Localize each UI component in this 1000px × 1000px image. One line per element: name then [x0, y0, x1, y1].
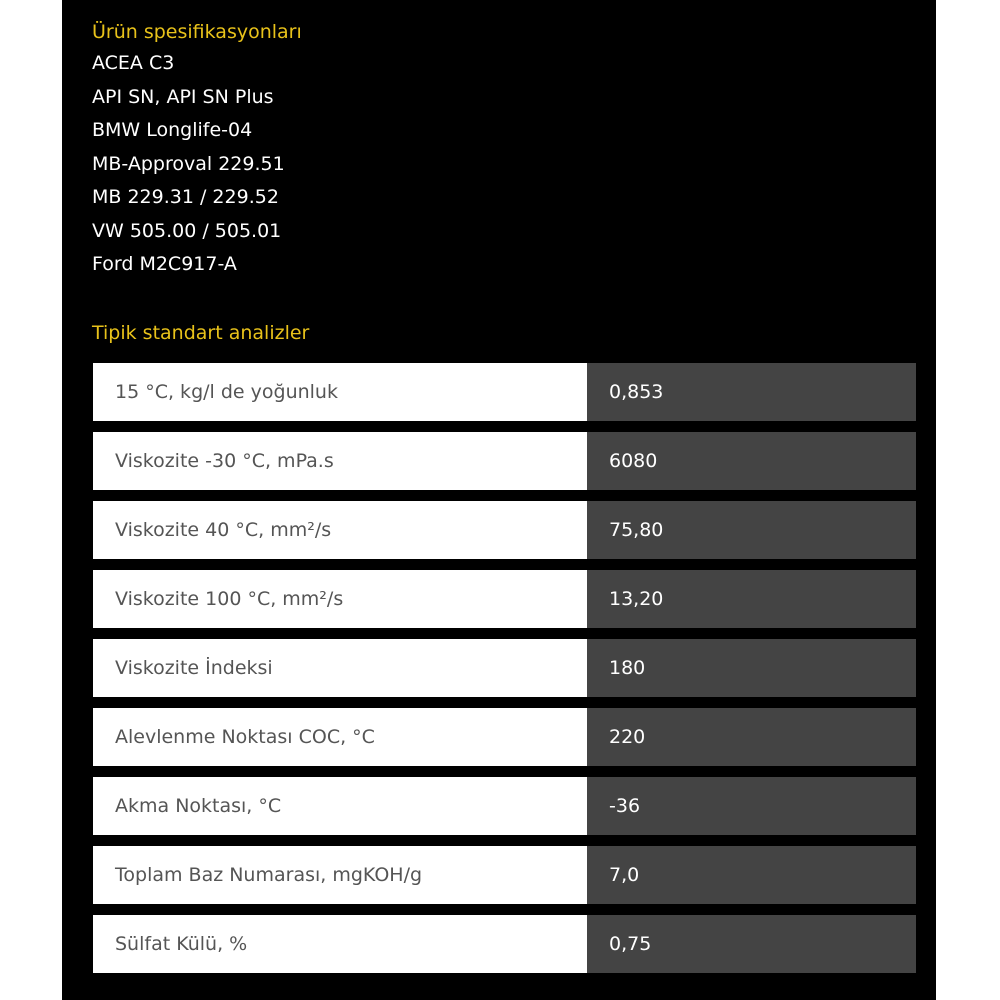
spec-item: API SN, API SN Plus: [92, 85, 274, 108]
table-row: [93, 363, 916, 421]
table-row: [93, 915, 916, 973]
spec-item: MB-Approval 229.51: [92, 152, 285, 175]
table-row: [93, 708, 916, 766]
row-label: Viskozite İndeksi: [93, 639, 587, 697]
specs-heading: Ürün spesifikasyonları: [92, 21, 302, 43]
table-row: [93, 432, 916, 490]
spec-item: BMW Longlife-04: [92, 119, 253, 141]
table-row: [93, 846, 916, 904]
row-label: 15 °C, kg/l de yoğunluk: [93, 363, 587, 421]
row-value: 6080: [587, 432, 916, 490]
row-label: Akma Noktası, °C: [93, 777, 587, 835]
row-label: Viskozite -30 °C, mPa.s: [93, 432, 587, 490]
spec-item: MB 229.31 / 229.52: [92, 186, 279, 208]
content-panel: [62, 0, 936, 1000]
spec-item: ACEA C3: [92, 52, 175, 74]
row-value: 220: [587, 708, 916, 766]
specs-list: [92, 49, 285, 284]
row-value: 13,20: [587, 570, 916, 628]
row-label: Viskozite 40 °C, mm²/s: [93, 501, 587, 559]
table-row: [93, 639, 916, 697]
table-row: [93, 501, 916, 559]
row-value: 0,853: [587, 363, 916, 421]
row-label: Viskozite 100 °C, mm²/s: [93, 570, 587, 628]
analysis-table: [93, 363, 916, 984]
row-label: Sülfat Külü, %: [93, 915, 587, 973]
row-value: 180: [587, 639, 916, 697]
row-value: 0,75: [587, 915, 916, 973]
row-label: Toplam Baz Numarası, mgKOH/g: [93, 846, 587, 904]
spec-item: VW 505.00 / 505.01: [92, 219, 282, 242]
analysis-heading: Tipik standart analizler: [92, 322, 310, 344]
row-value: -36: [587, 777, 916, 835]
row-value: 7,0: [587, 846, 916, 904]
table-row: [93, 777, 916, 835]
table-row: [93, 570, 916, 628]
row-value: 75,80: [587, 501, 916, 559]
row-label: Alevlenme Noktası COC, °C: [93, 708, 587, 766]
spec-item: Ford M2C917-A: [92, 253, 237, 275]
